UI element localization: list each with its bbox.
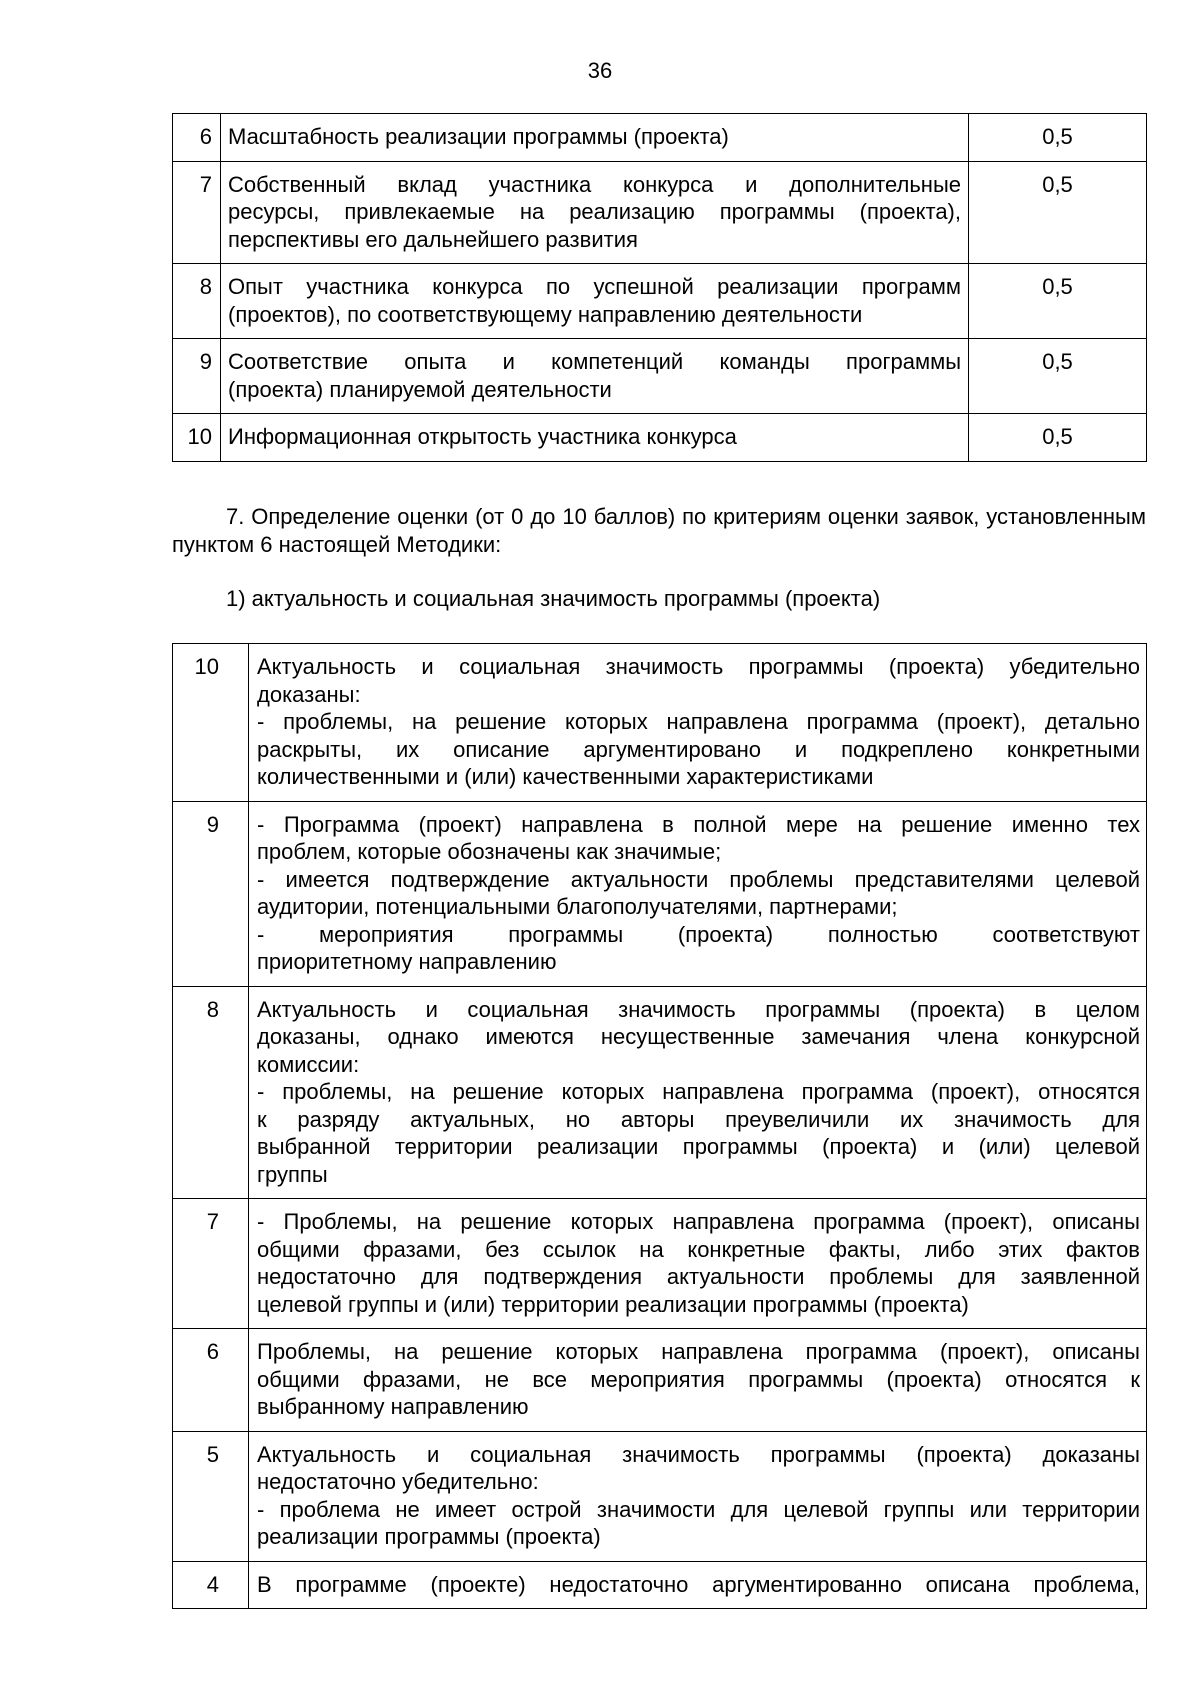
text-line: перспективы его дальнейшего развития	[228, 226, 638, 252]
text-line: аудитории, потенциальными благополучателями, партнерами;	[257, 894, 898, 919]
score-row	[173, 1329, 1147, 1432]
score-description	[249, 1199, 1147, 1329]
text-line: недостаточно для подтверждения актуальности проблемы для заявленной	[257, 1264, 1140, 1289]
text-line: Масштабность реализации программы (проекта)	[228, 124, 729, 149]
score-value: 9	[173, 801, 249, 986]
text-line: общими фразами, без ссылок на конкретные факты, либо этих фактов	[257, 1236, 1140, 1262]
text-line: - мероприятия программы (проекта) полностью соответствуют	[257, 921, 1140, 947]
criteria-row	[173, 264, 1147, 339]
text-line: группы	[257, 1161, 328, 1187]
text-line: проблем, которые обозначены как значимые;	[257, 839, 722, 864]
criteria-weight: 0,5	[969, 114, 1147, 162]
score-description	[249, 644, 1147, 802]
score-value: 6	[173, 1329, 249, 1432]
score-value: 5	[173, 1431, 249, 1561]
score-table	[172, 643, 1147, 1609]
text-line: ресурсы, привлекаемые на реализацию программы (проекта),	[228, 199, 961, 224]
criteria-weight: 0,5	[969, 339, 1147, 414]
subsection-title: 1) актуальность и социальная значимость программы (проекта)	[226, 586, 881, 611]
text-line: комиссии:	[257, 1051, 360, 1077]
criteria-table	[172, 113, 1147, 462]
intro-paragraph: 7. Определение оценки (от 0 до 10 баллов) по критериям оценки заявок, установленным пунктом 6 настоящей Методики:	[172, 504, 1146, 557]
score-row	[173, 986, 1147, 1199]
text-line: - Программа (проект) направлена в полной мере на решение именно тех	[257, 811, 1140, 837]
text-line: - имеется подтверждение актуальности проблемы представителями целевой	[257, 866, 1140, 892]
text-line: Информационная открытость участника конкурса	[228, 424, 737, 449]
text-line: (проекта) планируемой деятельности	[228, 376, 612, 402]
text-line: Опыт участника конкурса по успешной реализации программ	[228, 274, 961, 299]
criteria-description	[221, 414, 969, 462]
text-line: целевой группы и (или) территории реализации программы (проекта)	[257, 1291, 969, 1317]
score-description	[249, 1431, 1147, 1561]
text-line: выбранному направлению	[257, 1394, 529, 1419]
text-line: Актуальность и социальная значимость программы (проекта) убедительно	[257, 654, 1140, 679]
criteria-description	[221, 339, 969, 414]
score-value: 7	[173, 1199, 249, 1329]
text-line: - Проблемы, на решение которых направлена программа (проект), описаны	[257, 1209, 1140, 1234]
criteria-row	[173, 414, 1147, 462]
criteria-number: 6	[173, 114, 221, 162]
text-line: Проблемы, на решение которых направлена программа (проект), описаны	[257, 1339, 1140, 1364]
page-number: 36	[587, 58, 613, 83]
score-value: 10	[173, 644, 249, 802]
score-value: 8	[173, 986, 249, 1199]
score-value: 4	[173, 1561, 249, 1609]
text-line: Соответствие опыта и компетенций команды программы	[228, 349, 961, 374]
text-line: общими фразами, не все мероприятия программы (проекта) относятся к	[257, 1366, 1140, 1392]
text-line: Собственный вклад участника конкурса и дополнительные	[228, 171, 961, 197]
criteria-number: 10	[173, 414, 221, 462]
text-line: доказаны:	[257, 681, 361, 707]
text-line: Актуальность и социальная значимость программы (проекта) в целом	[257, 996, 1140, 1022]
criteria-description	[221, 161, 969, 264]
text-line: приоритетному направлению	[257, 949, 557, 974]
score-description	[249, 801, 1147, 986]
score-row	[173, 1561, 1147, 1609]
text-line: - проблемы, на решение которых направлена программа (проект), детально	[257, 709, 1140, 734]
score-row	[173, 1199, 1147, 1329]
text-line: В программе (проекте) недостаточно аргументированно описана проблема,	[257, 1571, 1140, 1597]
score-description	[249, 986, 1147, 1199]
criteria-number: 9	[173, 339, 221, 414]
score-description	[249, 1329, 1147, 1432]
criteria-row	[173, 339, 1147, 414]
text-line: недостаточно убедительно:	[257, 1469, 539, 1494]
text-line: доказаны, однако имеются несущественные замечания члена конкурсной	[257, 1024, 1140, 1049]
criteria-weight: 0,5	[969, 161, 1147, 264]
criteria-description	[221, 114, 969, 162]
text-line: - проблема не имеет острой значимости для целевой группы или территории	[257, 1496, 1140, 1522]
criteria-number: 8	[173, 264, 221, 339]
text-line: раскрыты, их описание аргументировано и подкреплено конкретными	[257, 736, 1140, 762]
score-row	[173, 1431, 1147, 1561]
score-row	[173, 644, 1147, 802]
criteria-weight: 0,5	[969, 264, 1147, 339]
text-line: - проблемы, на решение которых направлена программа (проект), относятся	[257, 1079, 1140, 1104]
score-row	[173, 801, 1147, 986]
text-line: выбранной территории реализации программы (проекта) и (или) целевой	[257, 1134, 1140, 1159]
criteria-number: 7	[173, 161, 221, 264]
text-line: Актуальность и социальная значимость программы (проекта) доказаны	[257, 1441, 1140, 1467]
text-line: реализации программы (проекта)	[257, 1524, 601, 1549]
criteria-description	[221, 264, 969, 339]
criteria-row	[173, 161, 1147, 264]
criteria-weight: 0,5	[969, 414, 1147, 462]
text-line: к разряду актуальных, но авторы преувеличили их значимость для	[257, 1106, 1140, 1132]
score-description	[249, 1561, 1147, 1609]
text-line: количественными и (или) качественными характеристиками	[257, 764, 874, 789]
text-line: (проектов), по соответствующему направлению деятельности	[228, 301, 863, 327]
criteria-row	[173, 114, 1147, 162]
